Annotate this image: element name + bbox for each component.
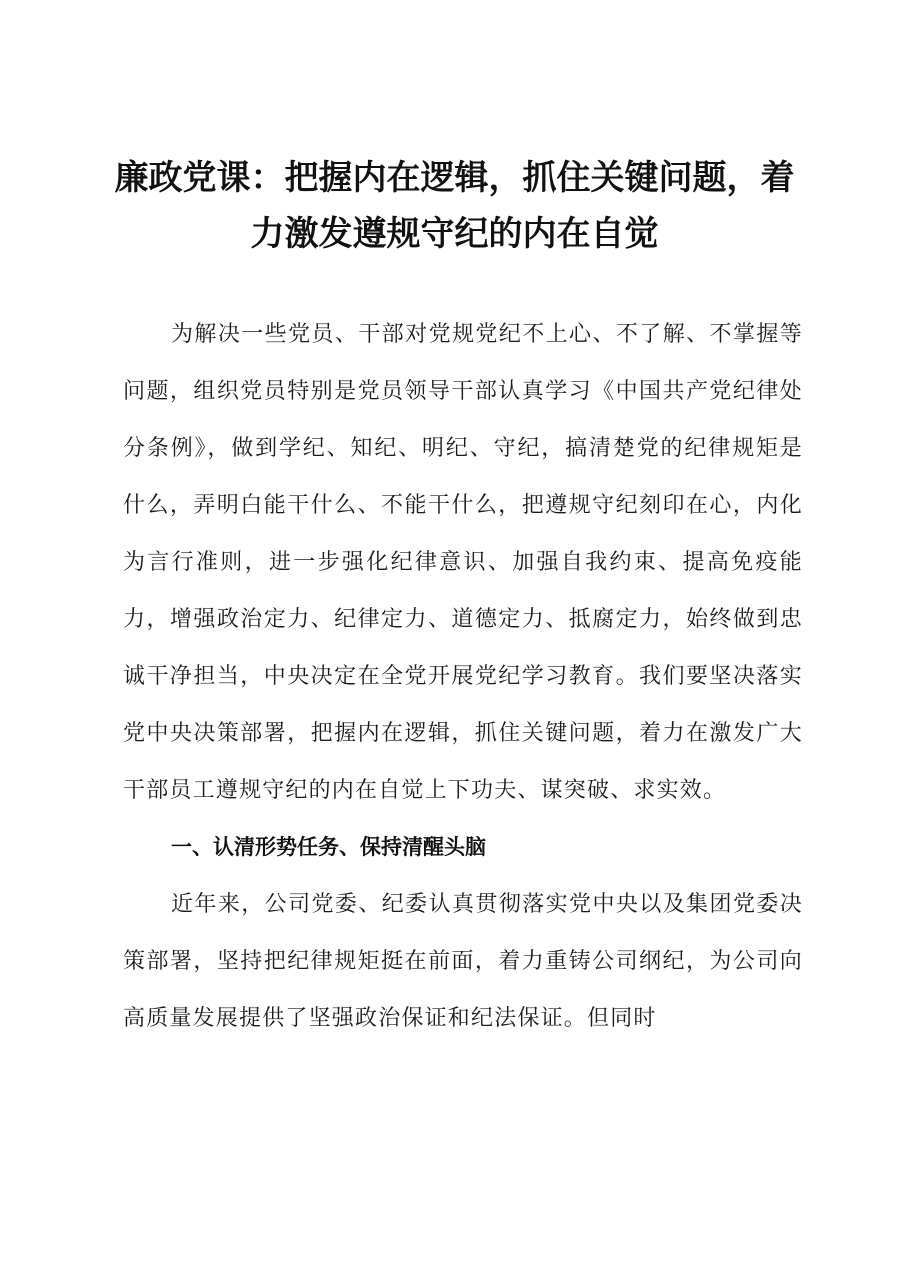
intro-paragraph: 为解决一些党员、干部对党规党纪不上心、不了解、不掌握等问题，组织党员特别是党员领导干部认真学习《中国共产党纪律处分条例》，做到学纪、知纪、明纪、守纪，搞清楚党的纪律规矩是什么，弄明白能干什么、不能干什么，把遵规守纪刻印在心，内化为言行准则，进一步强化纪律意识、加强自我约束、提高免疫能力，增强政治定力、纪律定力、道德定力、抵腐定力，始终做到忠诚干净担当，中央决定在全党开展党纪学习教育。我们要坚决落实党中央决策部署，把握内在逻辑，抓住关键问题，着力在激发广大干部员工遵规守纪的内在自觉上下功夫、谋突破、求实效。 <box>123 322 803 803</box>
section-paragraph: 近年来，公司党委、纪委认真贯彻落实党中央以及集团党委决策部署，坚持把纪律规矩挺在前面，着力重铸公司纲纪，为公司向高质量发展提供了坚强政治保证和纪法保证。但同时 <box>123 892 803 1031</box>
document-body <box>123 306 803 1047</box>
section-heading: 一、认清形势任务、保持清醒头脑 <box>171 835 486 859</box>
document-title: 廉政党课：把握内在逻辑，抓住关键问题，着力激发遵规守纪的内在自觉 <box>114 158 795 254</box>
